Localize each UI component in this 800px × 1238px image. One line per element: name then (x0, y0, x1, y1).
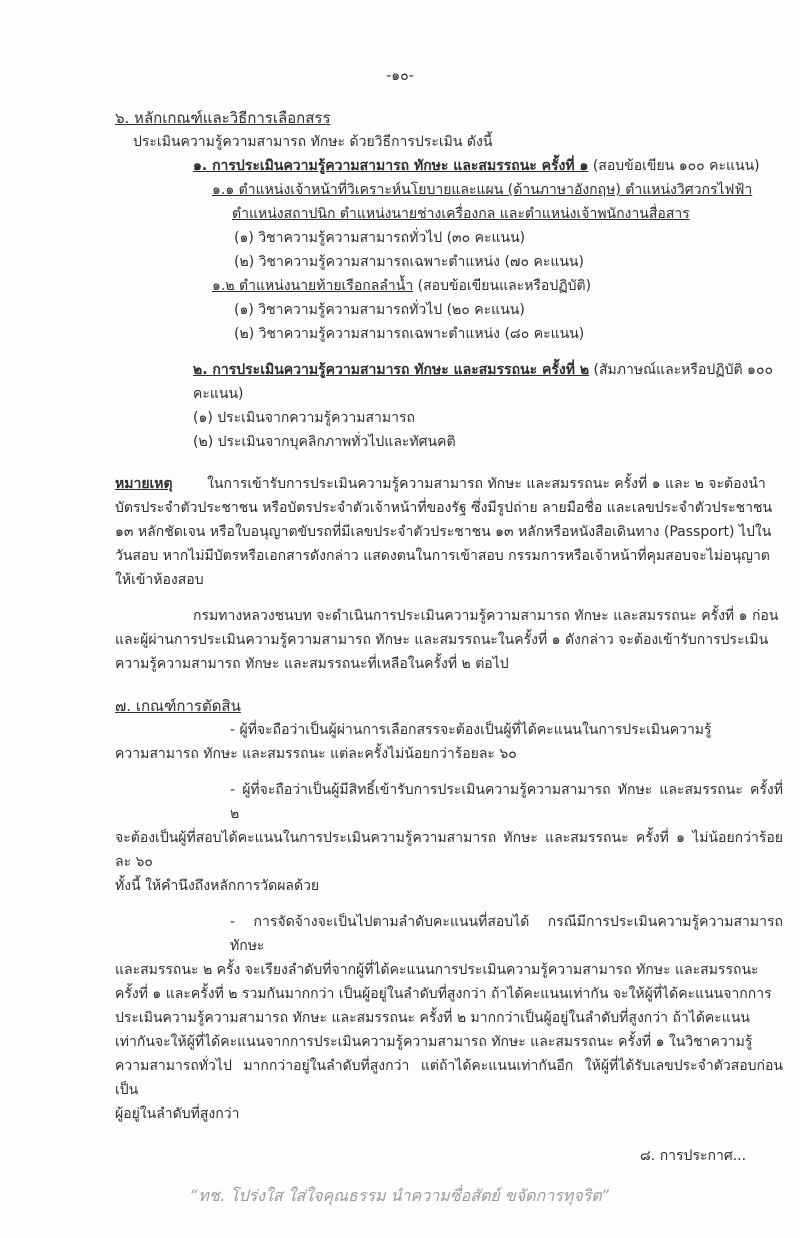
footer-motto: “ทช. โปร่งใส ใส่ใจคุณธรรม นำความซื่อสัตย์ ขจัดการทุจริต” (190, 1186, 610, 1205)
part-1-line (193, 154, 783, 178)
part-2-note: (สัมภาษณ์และหรือปฏิบัติ ๑๐๐ คะแนน) (193, 362, 774, 402)
subsection-1-2-line (212, 274, 783, 298)
criteria-line: ความสามารถทั่วไป มากกว่าอยู่ในลำดับที่สูงกว่า แต่ถ้าได้คะแนนเท่ากันอีก ให้ผู้ที่ได้รับเลขประจำตัวสอบก่อนเป็น (115, 1058, 783, 1098)
criteria-line: ครั้งที่ ๑ และครั้งที่ ๒ รวมกันมากกว่า เป็นผู้อยู่ในลำดับที่สูงกว่า ถ้าได้คะแนนเท่ากัน จะให้ผู้ที่ได้คะแนนจากการ (115, 986, 772, 1002)
part-2-title: ๒. การประเมินความรู้ความสามารถ ทักษะ และสมรรถนะ ครั้งที่ ๒ (193, 362, 590, 378)
criteria-line: จะต้องเป็นผู้ที่สอบได้คะแนนในการประเมินความรู้ความสามารถ ทักษะ และสมรรถนะ ครั้งที่ ๑ ไม่น้อยกว่าร้อยละ ๖๐ (115, 830, 783, 870)
part-2-item: (๒) ประเมินจากบุคลิกภาพทั่วไปและทัศนคติ (193, 434, 456, 450)
criteria-line: - ผู้ที่จะถือว่าเป็นผู้ผ่านการเลือกสรรจะต้องเป็นผู้ที่ได้คะแนนในการประเมินความรู้ (230, 722, 712, 738)
subsection-1-2-item: (๒) วิชาความรู้ความสามารถเฉพาะตำแหน่ง (๘๐ คะแนน) (234, 326, 585, 342)
remark-line: บัตรประจำตัวประชาชน หรือบัตรประจำตัวเจ้าหน้าที่ของรัฐ ซึ่งมีรูปถ่าย ลายมือชื่อ และเลขประจำตัวประชาชน (115, 500, 773, 516)
subsection-1-2-note: (สอบข้อเขียนและหรือปฏิบัติ) (417, 278, 592, 294)
criteria-line: ประเมินความรู้ความสามารถ ทักษะ และสมรรถนะ ครั้งที่ ๒ มากกว่าเป็นผู้อยู่ในลำดับที่สูงกว่า ถ้าได้คะแนน (115, 1010, 750, 1026)
remark-paragraph-line: และผู้ผ่านการประเมินความรู้ความสามารถ ทักษะ และสมรรถนะในครั้งที่ ๑ ดังกล่าว จะต้องเข้ารับการประเมิน (115, 632, 769, 648)
remark-paragraph-line: ความรู้ความสามารถ ทักษะ และสมรรถนะที่เหลือในครั้งที่ ๒ ต่อไป (115, 656, 509, 672)
remark-paragraph-line: กรมทางหลวงชนบท จะดำเนินการประเมินความรู้ความสามารถ ทักษะ และสมรรถนะ ครั้งที่ ๑ ก่อน (193, 608, 779, 624)
section-6-intro: ประเมินความรู้ความสามารถ ทักษะ ด้วยวิธีการประเมิน ดังนี้ (133, 134, 493, 150)
subsection-1-2-item: (๑) วิชาความรู้ความสามารถทั่วไป (๒๐ คะแนน) (234, 302, 525, 318)
criteria-line: - ผู้ที่จะถือว่าเป็นผู้มีสิทธิ์เข้ารับการประเมินความรู้ความสามารถ ทักษะ และสมรรถนะ ครั้งที่ ๒ (230, 782, 783, 822)
subsection-1-1-line-1: ๑.๑ ตำแหน่งเจ้าหน้าที่วิเคราะห์นโยบายและแผน (ด้านภาษาอังกฤษ) ตำแหน่งวิศวกรไฟฟ้า (212, 182, 753, 198)
part-1-note: (สอบข้อเขียน ๑๐๐ คะแนน) (592, 158, 760, 174)
criteria-line: ความสามารถ ทักษะ และสมรรถนะ แต่ละครั้งไม่น้อยกว่าร้อยละ ๖๐ (115, 746, 517, 762)
page-number: -๑๐- (386, 68, 414, 84)
subsection-1-1-item: (๑) วิชาความรู้ความสามารถทั่วไป (๓๐ คะแนน) (234, 230, 526, 246)
subsection-1-2-title: ๑.๒ ตำแหน่งนายท้ายเรือกลลำน้ำ (212, 278, 414, 294)
continuation-note: ๘. การประกาศ... (640, 1148, 747, 1164)
section-7-heading: ๗. เกณฑ์การตัดสิน (115, 697, 241, 715)
criteria-line: ผู้อยู่ในลำดับที่สูงกว่า (115, 1106, 240, 1122)
remark-first-line (115, 472, 783, 496)
part-2-line (193, 358, 783, 406)
subsection-1-1-item: (๒) วิชาความรู้ความสามารถเฉพาะตำแหน่ง (๗๐ คะแนน) (234, 254, 584, 270)
criteria-line: และสมรรถนะ ๒ ครั้ง จะเรียงลำดับที่จากผู้ที่ได้คะแนนการประเมินความรู้ความสามารถ ทักษะ และสมรรถนะ (115, 962, 759, 978)
part-2-item: (๑) ประเมินจากความรู้ความสามารถ (193, 410, 415, 426)
remark-line: วันสอบ หากไม่มีบัตรหรือเอกสารดังกล่าว แสดงตนในการเข้าสอบ กรรมการหรือเจ้าหน้าที่คุมสอบจะไม่อนุญาต (115, 548, 770, 564)
remark-line: ในการเข้ารับการประเมินความรู้ความสามารถ ทักษะ และสมรรถนะ ครั้งที่ ๑ และ ๒ จะต้องนำ (207, 476, 766, 492)
section-6-heading: ๖. หลักเกณฑ์และวิธีการเลือกสรร (115, 109, 331, 127)
remark-label: หมายเหตุ (115, 476, 173, 492)
part-1-title: ๑. การประเมินความรู้ความสามารถ ทักษะ และสมรรถนะ ครั้งที่ ๑ (193, 158, 589, 174)
criteria-line: เท่ากันจะให้ผู้ที่ได้คะแนนจากการประเมินความรู้ความสามารถ ทักษะ และสมรรถนะ ครั้งที่ ๑ ในวิชาความรู้ (115, 1034, 753, 1050)
remark-line: ให้เข้าห้องสอบ (115, 572, 204, 588)
criteria-line: ทั้งนี้ ให้คำนึงถึงหลักการวัดผลด้วย (115, 878, 320, 894)
criteria-line: - การจัดจ้างจะเป็นไปตามลำดับคะแนนที่สอบได้ กรณีมีการประเมินความรู้ความสามารถ ทักษะ (230, 914, 783, 954)
subsection-1-1-line-2: ตำแหน่งสถาปนิก ตำแหน่งนายช่างเครื่องกล และตำแหน่งเจ้าพนักงานสื่อสาร (232, 206, 690, 222)
remark-line: ๑๓ หลักชัดเจน หรือใบอนุญาตขับรถที่มีเลขประจำตัวประชาชน ๑๓ หลักหรือหนังสือเดินทาง (Passport) ไปใน (115, 524, 772, 540)
